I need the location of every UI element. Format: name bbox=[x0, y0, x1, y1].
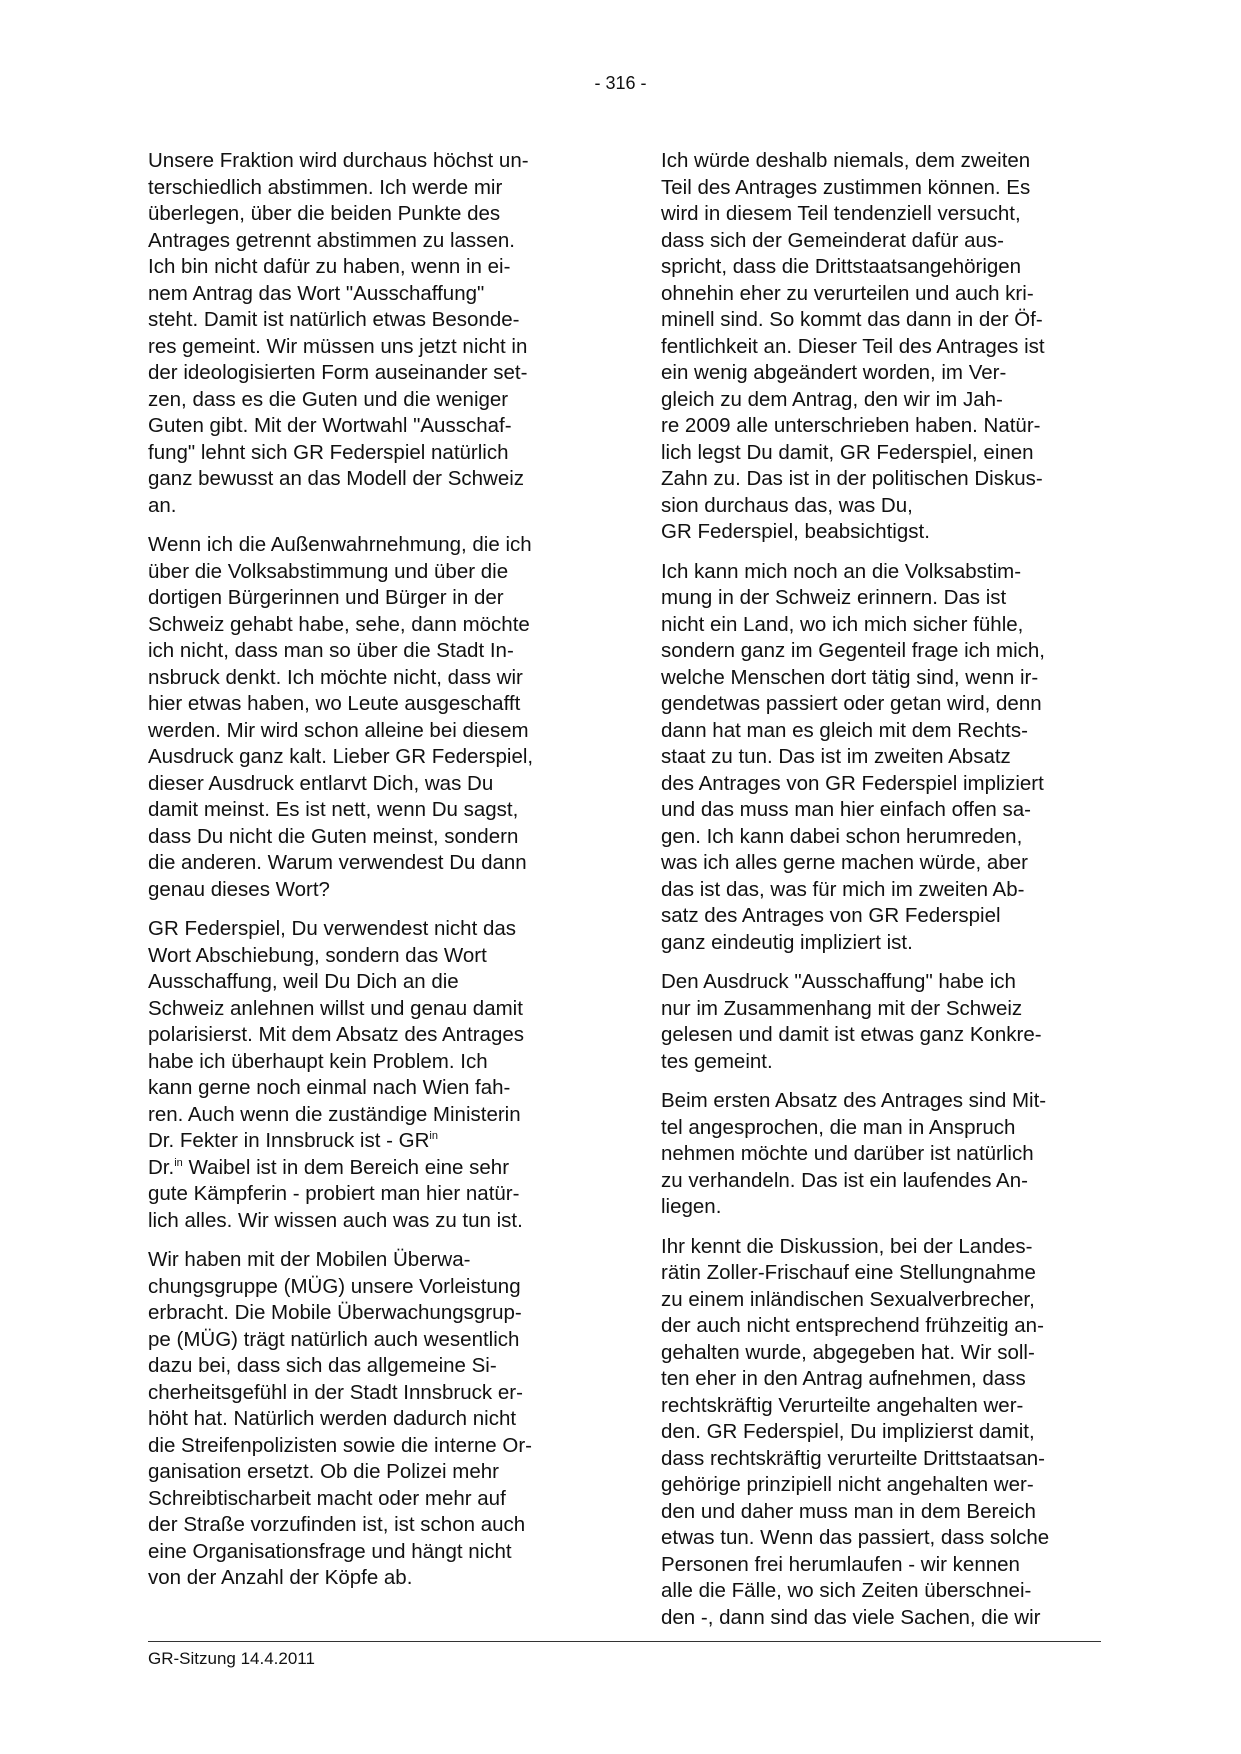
text-line: überlegen, über die beiden Punkte des bbox=[148, 202, 501, 225]
paragraph bbox=[661, 1234, 1101, 1632]
text-line: der auch nicht entsprechend frühzeitig an- bbox=[661, 1314, 1044, 1337]
text-line: genau dieses Wort? bbox=[148, 877, 330, 901]
paragraph bbox=[148, 148, 588, 519]
text-line: eine Organisationsfrage und hängt nicht bbox=[148, 1539, 512, 1563]
text-line: ohnehin eher zu verurteilen und auch kri- bbox=[661, 281, 1034, 305]
paragraph bbox=[148, 1247, 588, 1592]
text-line: Schweiz anlehnen willst und genau damit bbox=[148, 996, 523, 1020]
text-line: dass sich der Gemeinderat dafür aus- bbox=[661, 228, 1004, 252]
text-line: Guten gibt. Mit der Wortwahl "Ausschaf- bbox=[148, 414, 512, 437]
text-line: welche Menschen dort tätig sind, wenn ir- bbox=[661, 665, 1039, 689]
title-superscript: in bbox=[429, 1130, 438, 1143]
text-line: alle die Fälle, wo sich Zeiten überschnei- bbox=[661, 1579, 1032, 1602]
paragraph bbox=[148, 532, 588, 903]
text-line bbox=[148, 1128, 588, 1155]
text-line: der Straße vorzufinden ist, ist schon auch bbox=[148, 1513, 526, 1536]
text-line bbox=[148, 1155, 588, 1182]
text-line: dazu bei, dass sich das allgemeine Si- bbox=[148, 1354, 497, 1377]
text-line: von der Anzahl der Köpfe ab. bbox=[148, 1566, 413, 1589]
text-line: ren. Auch wenn die zuständige Ministerin bbox=[148, 1102, 521, 1126]
text-line: wird in diesem Teil tendenziell versucht, bbox=[661, 202, 1021, 225]
text-line: der ideologisierten Form auseinander set- bbox=[148, 361, 528, 384]
text-line: Ausdruck ganz kalt. Lieber GR Federspiel, bbox=[148, 745, 534, 768]
text-line: Schweiz gehabt habe, sehe, dann möchte bbox=[148, 612, 530, 636]
text-line: den -, dann sind das viele Sachen, die wir bbox=[661, 1605, 1041, 1629]
text-line: werden. Mir wird schon alleine bei diesem bbox=[148, 718, 529, 742]
text-line: Ich bin nicht dafür zu haben, wenn in ei- bbox=[148, 255, 511, 278]
text-line: steht. Damit ist natürlich etwas Besonde- bbox=[148, 308, 520, 331]
text-line: kann gerne noch einmal nach Wien fah- bbox=[148, 1076, 511, 1099]
text-line: ganisation ersetzt. Ob die Polizei mehr bbox=[148, 1460, 499, 1483]
text-line: den. GR Federspiel, Du implizierst damit, bbox=[661, 1420, 1035, 1443]
text-line: Wir haben mit der Mobilen Überwa- bbox=[148, 1248, 471, 1271]
paragraph bbox=[661, 969, 1101, 1075]
text-line: rätin Zoller-Frischauf eine Stellungnahme bbox=[661, 1261, 1036, 1284]
paragraph bbox=[148, 916, 588, 1234]
text-line: Ausschaffung, weil Du Dich an die bbox=[148, 970, 459, 993]
text-line: des Antrages von GR Federspiel impliziert bbox=[661, 771, 1044, 795]
text-line: fung" lehnt sich GR Federspiel natürlich bbox=[148, 440, 509, 464]
text-line: re 2009 alle unterschrieben haben. Natür- bbox=[661, 414, 1041, 437]
left-column bbox=[148, 148, 588, 1592]
page-number: - 316 - bbox=[594, 73, 647, 93]
text-line: staat zu tun. Das ist im zweiten Absatz bbox=[661, 745, 1011, 768]
footer-divider bbox=[148, 1641, 1101, 1642]
text-line: nicht ein Land, wo ich mich sicher fühle, bbox=[661, 612, 1024, 636]
text-line: das ist das, was für mich im zweiten Ab- bbox=[661, 877, 1025, 901]
text-line: dieser Ausdruck entlarvt Dich, was Du bbox=[148, 771, 494, 795]
text-line: gendetwas passiert oder getan wird, denn bbox=[661, 692, 1042, 715]
title-superscript: in bbox=[174, 1156, 183, 1169]
text-line: cherheitsgefühl in der Stadt Innsbruck er- bbox=[148, 1380, 523, 1404]
text-line: die Streifenpolizisten sowie die interne Or- bbox=[148, 1433, 532, 1457]
text-line: Ihr kennt die Diskussion, bei der Landes- bbox=[661, 1234, 1033, 1258]
text-line: damit meinst. Es ist nett, wenn Du sagst, bbox=[148, 798, 519, 821]
text-line: und das muss man hier einfach offen sa- bbox=[661, 798, 1031, 821]
fekter-line-text: Dr. Fekter in Innsbruck ist - GR bbox=[148, 1129, 430, 1152]
text-line: gleich zu dem Antrag, den wir im Jah- bbox=[661, 387, 1003, 411]
text-line: höht hat. Natürlich werden dadurch nicht bbox=[148, 1407, 517, 1430]
text-line: spricht, dass die Drittstaatsangehörigen bbox=[661, 255, 1022, 278]
text-line: minell sind. So kommt das dann in der Öf- bbox=[661, 308, 1043, 331]
text-line: sion durchaus das, was Du, bbox=[661, 493, 913, 517]
text-line: den und daher muss man in dem Bereich bbox=[661, 1499, 1036, 1523]
text-line: Antrages getrennt abstimmen zu lassen. bbox=[148, 228, 515, 252]
text-line: die anderen. Warum verwendest Du dann bbox=[148, 851, 527, 874]
text-line: ganz eindeutig impliziert ist. bbox=[661, 930, 913, 954]
text-line: gehörige prinzipiell nicht angehalten wer- bbox=[661, 1473, 1034, 1496]
text-line: ein wenig abgeändert worden, im Ver- bbox=[661, 361, 1007, 384]
text-line: Ich kann mich noch an die Volksabstim- bbox=[661, 559, 1022, 583]
text-line: ganz bewusst an das Modell der Schweiz bbox=[148, 467, 525, 490]
paragraph bbox=[661, 148, 1101, 546]
text-line: nsbruck denkt. Ich möchte nicht, dass wir bbox=[148, 665, 523, 689]
text-line: polarisierst. Mit dem Absatz des Antrages bbox=[148, 1023, 525, 1046]
text-line: etwas tun. Wenn das passiert, dass solche bbox=[661, 1526, 1050, 1549]
waibel-title-prefix: Dr. bbox=[148, 1155, 175, 1179]
text-line: sondern ganz im Gegenteil frage ich mich, bbox=[661, 639, 1046, 662]
text-line: dann hat man es gleich mit dem Rechts- bbox=[661, 718, 1028, 742]
text-line: tes gemeint. bbox=[661, 1049, 773, 1073]
paragraph bbox=[661, 559, 1101, 957]
text-line: gehalten wurde, abgegeben hat. Wir soll- bbox=[661, 1340, 1035, 1364]
text-line: gen. Ich kann dabei schon herumreden, bbox=[661, 824, 1023, 848]
text-line: lich alles. Wir wissen auch was zu tun ist. bbox=[148, 1208, 523, 1232]
text-line: tel angesprochen, die man in Anspruch bbox=[661, 1115, 1016, 1139]
text-line: erbracht. Die Mobile Überwachungsgrup- bbox=[148, 1301, 522, 1324]
text-line: Unsere Fraktion wird durchaus höchst un- bbox=[148, 149, 529, 172]
text-line: ten eher in den Antrag aufnehmen, dass bbox=[661, 1367, 1026, 1390]
footer-session-date: GR-Sitzung 14.4.2011 bbox=[148, 1649, 315, 1668]
text-line: dass rechtskräftig verurteilte Drittstaatsan- bbox=[661, 1446, 1045, 1470]
paragraph bbox=[661, 1088, 1101, 1221]
text-line: nur im Zusammenhang mit der Schweiz bbox=[661, 996, 1023, 1020]
text-line: hier etwas haben, wo Leute ausgeschafft bbox=[148, 692, 521, 715]
text-line: zu einem inländischen Sexualverbrecher, bbox=[661, 1287, 1035, 1311]
text-line: satz des Antrages von GR Federspiel bbox=[661, 904, 1001, 927]
text-line: GR Federspiel, beabsichtigst. bbox=[661, 520, 930, 543]
text-line: nehmen möchte und darüber ist natürlich bbox=[661, 1142, 1034, 1165]
text-line: Wenn ich die Außenwahrnehmung, die ich bbox=[148, 533, 532, 556]
text-line: gute Kämpferin - probiert man hier natür- bbox=[148, 1182, 520, 1205]
text-line: Schreibtischarbeit macht oder mehr auf bbox=[148, 1486, 506, 1510]
text-line: ich nicht, dass man so über die Stadt In- bbox=[148, 639, 514, 662]
text-line: Ich würde deshalb niemals, dem zweiten bbox=[661, 149, 1031, 172]
text-line: zen, dass es die Guten und die weniger bbox=[148, 387, 509, 411]
text-line: was ich alles gerne machen würde, aber bbox=[661, 851, 1028, 874]
text-line: dortigen Bürgerinnen und Bürger in der bbox=[148, 586, 504, 609]
text-line: res gemeint. Wir müssen uns jetzt nicht in bbox=[148, 334, 528, 358]
text-line: Personen frei herumlaufen - wir kennen bbox=[661, 1552, 1020, 1576]
text-line: GR Federspiel, Du verwendest nicht das bbox=[148, 917, 517, 940]
text-line: lich legst Du damit, GR Federspiel, einen bbox=[661, 440, 1034, 464]
right-column bbox=[661, 148, 1101, 1631]
text-line: liegen. bbox=[661, 1195, 722, 1218]
text-line: fentlichkeit an. Dieser Teil des Antrages ist bbox=[661, 334, 1045, 358]
text-line: gelesen und damit ist etwas ganz Konkre- bbox=[661, 1023, 1042, 1046]
text-line: chungsgruppe (MÜG) unsere Vorleistung bbox=[148, 1274, 521, 1298]
text-line: nem Antrag das Wort "Ausschaffung" bbox=[148, 281, 485, 305]
text-line: zu verhandeln. Das ist ein laufendes An- bbox=[661, 1168, 1028, 1192]
text-line: Wort Abschiebung, sondern das Wort bbox=[148, 943, 487, 967]
text-line: Beim ersten Absatz des Antrages sind Mit- bbox=[661, 1089, 1047, 1112]
waibel-line-text: Waibel ist in dem Bereich eine sehr bbox=[188, 1155, 510, 1179]
text-line: mung in der Schweiz erinnern. Das ist bbox=[661, 586, 1007, 609]
text-line: Zahn zu. Das ist in der politischen Diskus- bbox=[661, 467, 1043, 490]
text-line: über die Volksabstimmung und über die bbox=[148, 559, 509, 583]
text-line: an. bbox=[148, 493, 177, 517]
text-line: Den Ausdruck "Ausschaffung" habe ich bbox=[661, 970, 1016, 993]
text-line: terschiedlich abstimmen. Ich werde mir bbox=[148, 175, 503, 199]
text-line: dass Du nicht die Guten meinst, sondern bbox=[148, 824, 519, 848]
text-line: pe (MÜG) trägt natürlich auch wesentlich bbox=[148, 1327, 520, 1351]
text-line: Teil des Antrages zustimmen können. Es bbox=[661, 175, 1031, 199]
text-line: rechtskräftig Verurteilte angehalten wer- bbox=[661, 1393, 1024, 1417]
text-line: habe ich überhaupt kein Problem. Ich bbox=[148, 1049, 488, 1073]
